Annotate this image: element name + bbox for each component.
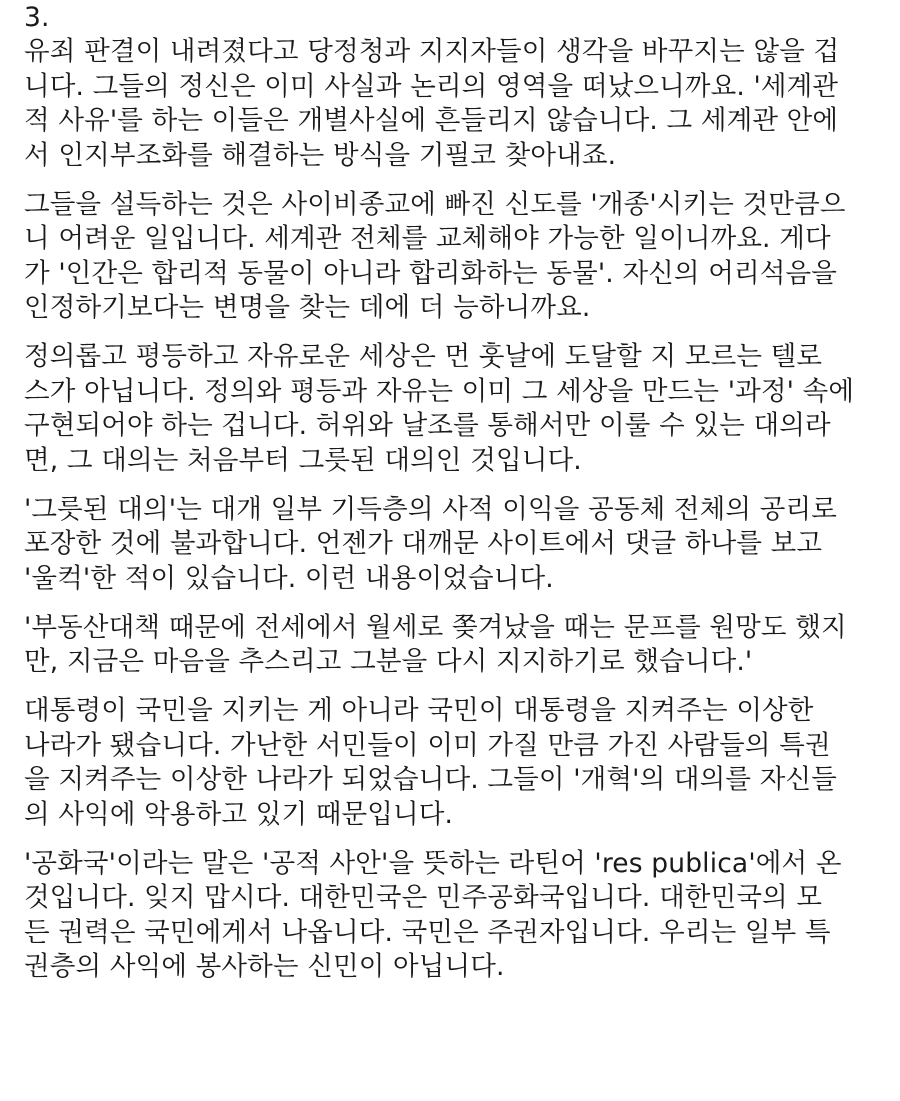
paragraph-7 — [24, 847, 882, 985]
section-number: 3. — [24, 2, 50, 33]
text-line: 서 인지부조화를 해결하는 방식을 기필코 찾아내죠. — [24, 139, 617, 171]
text-line: 유죄 판결이 내려졌다고 당정청과 지지자들이 생각을 바꾸지는 않을 겁 — [24, 36, 840, 67]
text-line: 면, 그 대의는 처음부터 그릇된 대의인 것입니다. — [24, 444, 582, 476]
text-line: 니 어려운 일입니다. 세계관 전체를 교체해야 가능한 일이니까요. 게다 — [24, 223, 831, 254]
paragraph-2 — [24, 188, 882, 326]
text-line: 든 권력은 국민에게서 나옵니다. 국민은 주권자입니다. 우리는 일부 특 — [24, 916, 831, 948]
text-line: 니다. 그들의 정신은 이미 사실과 논리의 영역을 떠났으니까요. '세계관 — [24, 70, 839, 102]
text-line: 스가 아닙니다. 정의와 평등과 자유는 이미 그 세상을 만드는 '과정' 속에 — [24, 375, 855, 407]
text-line: '공화국'이라는 말은 '공적 사안'을 뜻하는 라틴어 'res publica'에서 온 — [24, 847, 842, 879]
text-line: 인정하기보다는 변명을 찾는 데에 더 능하니까요. — [24, 292, 591, 323]
paragraph-3 — [24, 340, 882, 478]
text-line: 것입니다. 잊지 맙시다. 대한민국은 민주공화국입니다. 대한민국의 모 — [24, 882, 823, 913]
paragraph-4 — [24, 493, 882, 597]
text-line: 정의롭고 평등하고 자유로운 세상은 먼 훗날에 도달할 지 모르는 텔로 — [24, 341, 823, 372]
text-line: 구현되어야 하는 겁니다. 허위와 날조를 통해서만 이룰 수 있는 대의라 — [24, 410, 831, 441]
paragraph-5-quote — [24, 611, 882, 680]
text-line: 나라가 됐습니다. 가난한 서민들이 이미 가질 만큼 가진 사람들의 특권 — [24, 729, 831, 761]
text-line: 대통령이 국민을 지키는 게 아니라 국민이 대통령을 지켜주는 이상한 — [24, 695, 814, 726]
text-line: 가 '인간은 합리적 동물이 아니라 합리화하는 동물'. 자신의 어리석음을 — [24, 257, 838, 289]
text-line: 권층의 사익에 봉사하는 신민이 아닙니다. — [24, 951, 505, 982]
paragraph-6 — [24, 694, 882, 832]
paragraph-1 — [24, 35, 882, 173]
text-line: 포장한 것에 불과합니다. 언젠가 대깨문 사이트에서 댓글 하나를 보고 — [24, 528, 823, 559]
text-line: 적 사유'를 하는 이들은 개별사실에 흔들리지 않습니다. 그 세계관 안에 — [24, 105, 839, 136]
text-line: '부동산대책 때문에 전세에서 월세로 쫒겨났을 때는 문프를 원망도 했지 — [24, 611, 847, 643]
text-line: 그들을 설득하는 것은 사이비종교에 빠진 신도를 '개종'시키는 것만큼으 — [24, 188, 846, 220]
text-line: '그릇된 대의'는 대개 일부 기득층의 사적 이익을 공동체 전체의 공리로 — [24, 493, 838, 525]
text-line: 의 사익에 악용하고 있기 때문입니다. — [24, 798, 454, 830]
text-line: 을 지켜주는 이상한 나라가 되었습니다. 그들이 '개혁'의 대의를 자신들 — [24, 764, 838, 795]
text-line: 만, 지금은 마음을 추스리고 그분을 다시 지지하기로 했습니다.' — [24, 646, 753, 677]
text-line: '울컥'한 적이 있습니다. 이런 내용이었습니다. — [24, 562, 554, 594]
